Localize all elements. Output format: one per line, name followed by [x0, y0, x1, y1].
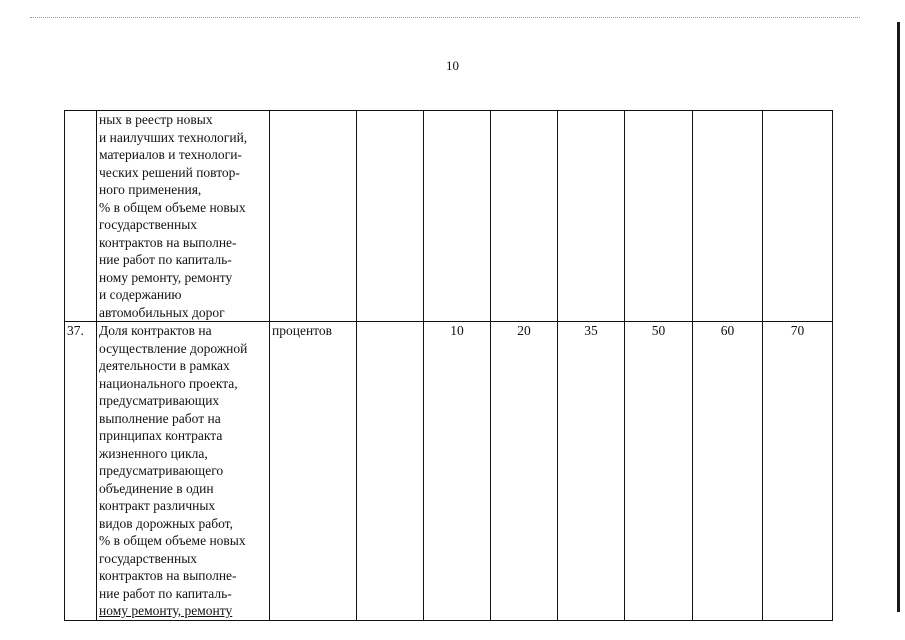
description-line: выполнение работ на	[99, 410, 221, 426]
value-cell: 10	[424, 322, 491, 621]
scan-top-edge-line	[30, 17, 860, 18]
unit-cell	[270, 111, 357, 322]
description-line: Доля контрактов на	[99, 323, 212, 338]
description-line: ному ремонту, ремонту	[99, 269, 233, 285]
description-line: осуществление дорожной	[99, 340, 248, 356]
value-cell: 60	[693, 322, 763, 621]
description-line: контракт различных	[99, 498, 216, 513]
page-number: 10	[446, 58, 459, 73]
value-cell: 50	[625, 322, 693, 621]
row-number	[65, 111, 97, 322]
description-line: государственных	[99, 217, 198, 232]
scan-right-edge-line	[897, 22, 900, 612]
description-line: принципах контракта	[99, 428, 223, 443]
indicator-description	[97, 111, 270, 322]
value-cell	[491, 111, 558, 322]
description-line: ние работ по капиталь-	[99, 252, 232, 267]
description-line: материалов и технологи-	[99, 147, 242, 162]
description-line: видов дорожных работ,	[99, 515, 233, 531]
description-line: деятельности в рамках	[99, 358, 230, 373]
description-line: предусматривающего	[99, 463, 224, 478]
value-cell	[693, 111, 763, 322]
description-line: ному ремонту, ремонту	[99, 603, 233, 618]
value-cell	[763, 111, 833, 322]
value-cell	[424, 111, 491, 322]
value-cell: 20	[491, 322, 558, 621]
row-number: 37.	[65, 322, 97, 621]
description-line: ческих решений повтор-	[99, 164, 240, 180]
indicators-table	[64, 110, 833, 621]
description-line: % в общем объеме новых	[99, 533, 246, 548]
description-line: контрактов на выполне-	[99, 234, 237, 250]
value-cell	[357, 111, 424, 322]
description-line: жизненного цикла,	[99, 445, 208, 461]
table-row	[65, 322, 833, 621]
description-line: % в общем объеме новых	[99, 199, 246, 215]
value-cell	[357, 322, 424, 621]
description-line: и наилучших технологий,	[99, 129, 248, 145]
description-line: ние работ по капиталь-	[99, 585, 232, 601]
unit-cell: процентов	[270, 322, 357, 621]
table-row	[65, 111, 833, 322]
value-cell	[558, 111, 625, 322]
description-line: контрактов на выполне-	[99, 568, 237, 583]
indicator-description	[97, 322, 270, 621]
description-line: объединение в один	[99, 480, 214, 496]
description-line: государственных	[99, 550, 198, 566]
value-cell: 70	[763, 322, 833, 621]
description-line: ного применения,	[99, 182, 202, 197]
description-line: и содержанию	[99, 287, 182, 302]
description-line: предусматривающих	[99, 393, 220, 408]
value-cell	[625, 111, 693, 322]
description-line: автомобильных дорог	[99, 304, 225, 320]
value-cell: 35	[558, 322, 625, 621]
description-line: ных в реестр новых	[99, 112, 213, 127]
description-line: национального проекта,	[99, 375, 238, 391]
